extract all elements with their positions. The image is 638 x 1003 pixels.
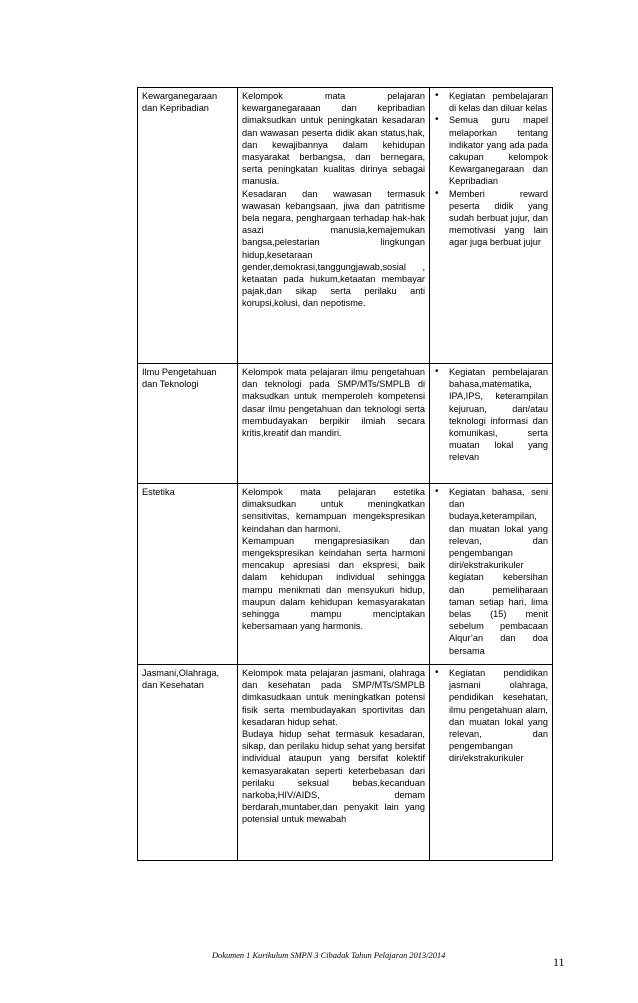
description-paragraph: Kelompok mata pelajaran estetika dimaksudkan untuk meningkatkan sensitivitas, kemampuan mengekspresikan keindahan dan harmoni. — [242, 487, 425, 534]
list-item: • Semua guru mapel melaporkan tentang indikator yang ada pada cakupan kelompok Kewarganegaraan dan Kepribadian — [434, 114, 548, 187]
subject-cell: Jasmani,Olahraga, dan Kesehatan — [138, 665, 238, 861]
list-item: • Kegiatan pembelajaran bahasa,matematika, IPA,IPS, keterampilan kejuruan, dan/atau teknologi informasi dan komunikasi, serta muatan lokal yang relevan — [434, 366, 548, 464]
activities-list — [434, 667, 548, 765]
list-item: • Kegiatan pembelajaran di kelas dan diluar kelas — [434, 90, 548, 114]
subject-cell: Ilmu Pengetahuan dan Teknologi — [138, 364, 238, 484]
activities-list — [434, 486, 548, 657]
table-row — [138, 364, 553, 484]
subject-cell: Kewarganegaraan dan Kepribadian — [138, 88, 238, 364]
description-cell — [238, 88, 430, 364]
list-item: • Memberi reward peserta didik yang sudah berbuat jujur, dan memotivasi yang lain agar juga berbuat jujur — [434, 188, 548, 249]
table-row — [138, 665, 553, 861]
activities-cell — [430, 88, 553, 364]
description-paragraph: Kelompok mata pelajaran ilmu pengetahuan dan teknologi pada SMP/MTs/SMPLB di maksudkan untuk memperoleh kompetensi dasar ilmu pengetahuan dan teknologi serta membudayakan berpikir ilmiah secara kritis,kreatif dan mandiri. — [242, 367, 425, 439]
description-cell — [238, 484, 430, 665]
footer-text: Dokumen 1 Kurikulum SMPN 3 Cibadak Tahun Pelajaran 2013/2014 — [212, 951, 446, 960]
activities-cell — [430, 364, 553, 484]
subject-cell: Estetika — [138, 484, 238, 665]
activities-cell — [430, 484, 553, 665]
table-row — [138, 88, 553, 364]
activities-list — [434, 90, 548, 249]
description-paragraph: Kesadaran dan wawasan termasuk wawasan kebangsaan, jiwa dan patritisme bela negara, penghargaan terhadap hak-hak asazi manusia,kemajemukan bangsa,pelestarian lingkungan hidup,kesetaraan gender,demokrasi,tanggungjawab,sosial , ketaatan pada hukum,ketaatan membayar pajak,dan sikap serta perilaku anti korupsi,kolusi, dan nepotisme. — [242, 188, 425, 309]
description-cell — [238, 665, 430, 861]
activities-list — [434, 366, 548, 464]
activities-cell — [430, 665, 553, 861]
table-row — [138, 484, 553, 665]
list-item: • Kegiatan bahasa, seni dan budaya,keterampilan, dan muatan lokal yang relevan, dan pengembangan diri/ekstrakurikuler kegiatan kebersihan dan pemeliharaan taman setiap hari, lima belas (15) menit sebelum pembacaan Alqur’an dan doa bersama — [434, 486, 548, 657]
page-number: 11 — [553, 955, 565, 969]
description-paragraph: Kelompok mata pelajaran kewarganegaraaan dan kepribadian dimaksudkan untuk peningkatan kesadaran dan wawasan peserta didik akan status,hak, dan kewajibannya dalam kehidupan masyarakat berbangsa, dan bernegara, serta peningkatan kualitas dirinya sebagai manusia. — [242, 91, 425, 187]
list-item: • Kegiatan pendidikan jasmani olahraga, pendidikan kesehatan, ilmu pengetahuan alam, dan muatan lokal yang relevan, dan pengembangan diri/ekstrakurikuler — [434, 667, 548, 765]
description-paragraph: Budaya hidup sehat termasuk kesadaran, sikap, dan perilaku hidup sehat yang bersifat individual ataupun yang bersifat kolektif kemasyarakatan seperti keterbebasan dari perilaku seksual bebas,kecanduan narkoba,HIV/AIDS, demam berdarah,muntaber,dan penyakit lain yang potensial untuk mewabah — [242, 729, 425, 825]
description-paragraph: Kemampuan mengapresiasikan dan mengekspresikan keindahan serta harmoni mencakup apresiasi dan ekspresi, baik dalam kehidupan individual sehingga mampu menikmati dan mensyukuri hidup, maupun dalam kehidupan kemasyarakatan sehingga mampu menciptakan kebersamaan yang harmonis. — [242, 535, 425, 632]
description-paragraph: Kelompok mata pelajaran jasmani, olahraga dan kesehatan pada SMP/MTs/SMPLB dimkasudkaan untuk meningkatkan potensi fisik serta membudayakan sportivitas dan kesadaran hidup sehat. — [242, 668, 425, 727]
description-cell — [238, 364, 430, 484]
curriculum-table — [137, 87, 553, 861]
